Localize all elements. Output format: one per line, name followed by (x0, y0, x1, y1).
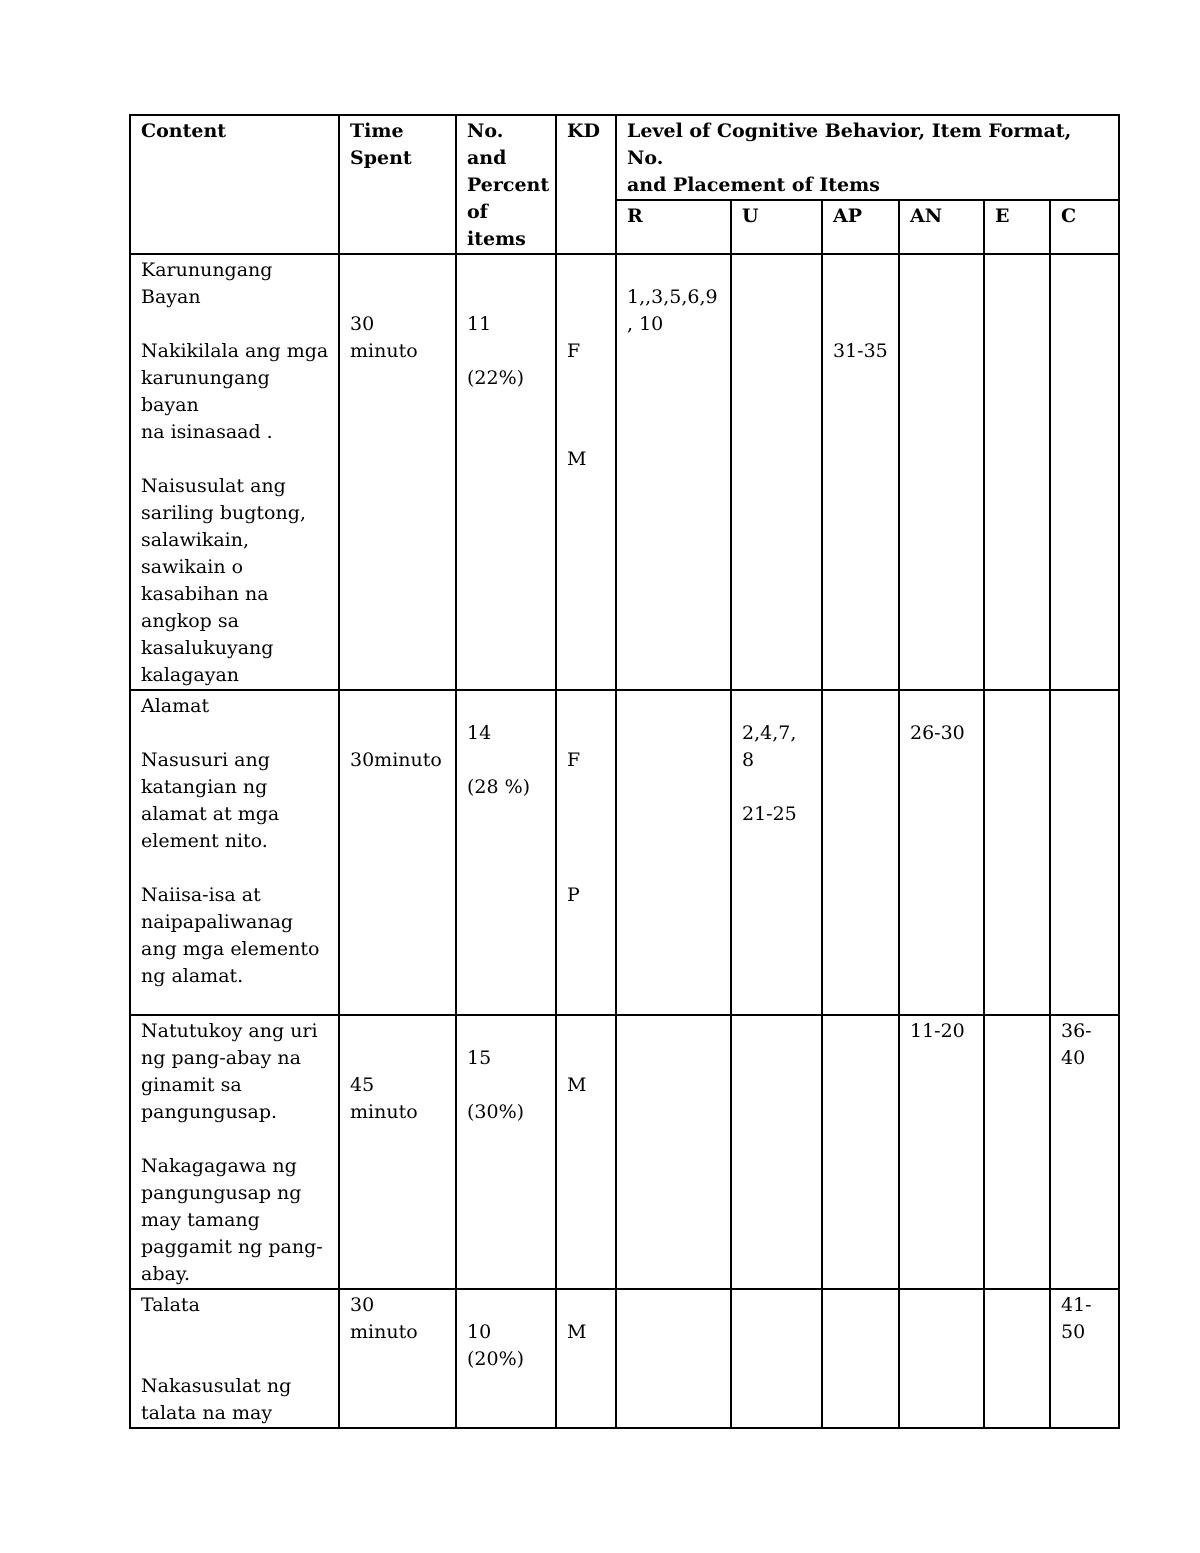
cell-number-percent: 10 (20%) (456, 1289, 556, 1428)
cell-u (731, 254, 822, 690)
cell-number-percent: 14 (28 %) (456, 690, 556, 1015)
cell-r (616, 1289, 731, 1428)
cell-time: 30 minuto (339, 1289, 456, 1428)
cell-content: Talata Nakasusulat ng talata na may (130, 1289, 339, 1428)
cell-content: Karunungang Bayan Nakikilala ang mga karunungang bayan na isinasaad . Naisusulat ang sariling bugtong, salawikain, sawikain o kasabihan na angkop sa kasalukuyang kalagayan (130, 254, 339, 690)
cell-number-percent: 11 (22%) (456, 254, 556, 690)
table-of-specifications (129, 114, 1120, 1429)
cell-kd: F P (556, 690, 616, 1015)
header-number-percent: No. and Percent of items (456, 115, 556, 254)
cell-time: 30minuto (339, 690, 456, 1015)
cell-c (1050, 690, 1119, 1015)
cell-r (616, 1015, 731, 1289)
cell-e (984, 690, 1050, 1015)
cell-ap (822, 1289, 899, 1428)
cell-kd: M (556, 1015, 616, 1289)
cell-u: 2,4,7, 8 21-25 (731, 690, 822, 1015)
cell-ap (822, 1015, 899, 1289)
header-time-spent: Time Spent (339, 115, 456, 254)
header-u: U (731, 200, 822, 254)
cell-an (899, 254, 984, 690)
header-e: E (984, 200, 1050, 254)
cell-content: Alamat Nasusuri ang katangian ng alamat at mga element nito. Naiisa-isa at naipapaliwanag ang mga elemento ng alamat. (130, 690, 339, 1015)
cell-an: 11-20 (899, 1015, 984, 1289)
cell-r: 1,,3,5,6,9 , 10 (616, 254, 731, 690)
cell-r (616, 690, 731, 1015)
cell-c: 41- 50 (1050, 1289, 1119, 1428)
cell-e (984, 1289, 1050, 1428)
cell-an (899, 1289, 984, 1428)
cell-u (731, 1289, 822, 1428)
cell-kd: F M (556, 254, 616, 690)
header-an: AN (899, 200, 984, 254)
header-ap: AP (822, 200, 899, 254)
table-row (130, 1289, 1119, 1428)
header-kd: KD (556, 115, 616, 254)
cell-c (1050, 254, 1119, 690)
cell-kd: M (556, 1289, 616, 1428)
table-row (130, 254, 1119, 690)
cell-e (984, 254, 1050, 690)
cell-time: 45 minuto (339, 1015, 456, 1289)
cell-time: 30 minuto (339, 254, 456, 690)
header-r: R (616, 200, 731, 254)
header-content: Content (130, 115, 339, 254)
cell-content: Natutukoy ang uri ng pang-abay na ginamit sa pangungusap. Nakagagawa ng pangungusap ng may tamang paggamit ng pang- abay. (130, 1015, 339, 1289)
cell-u (731, 1015, 822, 1289)
cell-ap (822, 690, 899, 1015)
cell-ap: 31-35 (822, 254, 899, 690)
cell-an: 26-30 (899, 690, 984, 1015)
cell-c: 36- 40 (1050, 1015, 1119, 1289)
header-c: C (1050, 200, 1119, 254)
table-row (130, 1015, 1119, 1289)
cell-number-percent: 15 (30%) (456, 1015, 556, 1289)
cell-e (984, 1015, 1050, 1289)
table-row (130, 690, 1119, 1015)
header-cognitive-level: Level of Cognitive Behavior, Item Format, No. and Placement of Items (616, 115, 1119, 200)
